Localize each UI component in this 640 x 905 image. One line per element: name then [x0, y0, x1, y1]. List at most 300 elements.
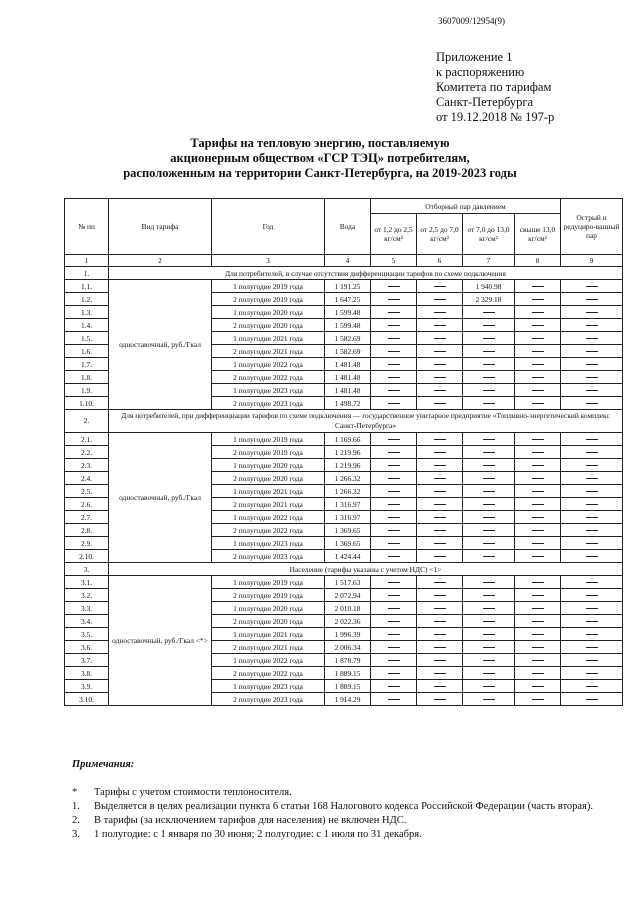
dash-mark — [586, 621, 598, 622]
note-item — [72, 800, 593, 814]
water-price-cell: 1 996.39 — [325, 628, 371, 641]
dash-mark — [586, 634, 598, 635]
table-row — [65, 576, 623, 589]
dash-mark — [388, 582, 400, 583]
dash-mark — [586, 608, 598, 609]
dash-mark — [483, 390, 495, 391]
empty-cell — [515, 602, 561, 615]
period-cell: 1 полугодие 2023 года — [212, 680, 325, 693]
empty-cell — [463, 332, 515, 345]
dash-mark — [532, 364, 544, 365]
empty-cell — [561, 537, 623, 550]
dash-mark — [483, 530, 495, 531]
empty-cell — [515, 654, 561, 667]
water-price-cell: 1 582.69 — [325, 345, 371, 358]
note-text: Выделяется в целях реализации пункта 6 статьи 168 Налогового кодекса Российской Федерации (часть вторая). — [94, 801, 594, 812]
water-price-cell: 1 266.32 — [325, 485, 371, 498]
empty-cell — [417, 615, 463, 628]
dash-mark — [586, 699, 598, 700]
empty-cell — [515, 537, 561, 550]
empty-cell — [561, 589, 623, 602]
row-code: 3.1. — [65, 576, 109, 589]
empty-cell — [463, 397, 515, 410]
dash-mark — [388, 377, 400, 378]
dash-mark — [434, 312, 446, 313]
empty-cell — [371, 293, 417, 306]
dash-mark — [388, 647, 400, 648]
empty-cell — [515, 511, 561, 524]
dash-mark — [532, 647, 544, 648]
empty-cell — [515, 345, 561, 358]
empty-cell — [561, 345, 623, 358]
row-code: 1.4. — [65, 319, 109, 332]
appendix-line: к распоряжению — [436, 65, 525, 79]
column-number-row — [65, 255, 623, 267]
period-cell: 1 полугодие 2023 года — [212, 384, 325, 397]
empty-cell — [463, 602, 515, 615]
empty-cell — [515, 641, 561, 654]
header-steam-4: свыше 13,0 кг/см² — [515, 214, 561, 255]
dash-mark — [586, 377, 598, 378]
dash-mark — [434, 647, 446, 648]
water-price-cell: 1 316.97 — [325, 511, 371, 524]
dash-mark — [586, 478, 598, 479]
dash-mark — [532, 556, 544, 557]
dash-mark — [586, 364, 598, 365]
dash-mark — [586, 543, 598, 544]
dash-mark — [434, 504, 446, 505]
dash-mark — [434, 556, 446, 557]
empty-cell — [561, 280, 623, 293]
row-code: 2.1. — [65, 433, 109, 446]
row-code: 1.5. — [65, 332, 109, 345]
water-price-cell: 1 191.25 — [325, 280, 371, 293]
empty-cell — [561, 472, 623, 485]
column-number: 3 — [212, 255, 325, 267]
note-marker: 1. — [72, 801, 80, 812]
empty-cell — [515, 306, 561, 319]
dash-mark — [483, 634, 495, 635]
empty-cell — [561, 384, 623, 397]
column-number: 5 — [371, 255, 417, 267]
empty-cell — [515, 693, 561, 706]
dash-mark — [586, 517, 598, 518]
period-cell: 1 полугодие 2019 года — [212, 433, 325, 446]
empty-cell — [371, 371, 417, 384]
appendix-line: Санкт-Петербурга — [436, 95, 534, 109]
dash-mark — [586, 582, 598, 583]
empty-cell — [417, 589, 463, 602]
empty-cell — [515, 589, 561, 602]
dash-mark — [586, 673, 598, 674]
empty-cell — [463, 511, 515, 524]
dash-mark — [434, 582, 446, 583]
row-code: 2.7. — [65, 511, 109, 524]
dash-mark — [434, 377, 446, 378]
empty-cell — [561, 459, 623, 472]
empty-cell — [515, 459, 561, 472]
empty-cell — [463, 371, 515, 384]
empty-cell — [371, 459, 417, 472]
document-title — [60, 136, 580, 181]
header-steam-3: от 7,0 до 13,0 кг/см² — [463, 214, 515, 255]
row-code: 1.8. — [65, 371, 109, 384]
dash-mark — [483, 686, 495, 687]
tariff-type-cell: одноставочный, руб./Гкал — [109, 280, 212, 410]
water-price-cell: 1 266.32 — [325, 472, 371, 485]
empty-cell — [515, 433, 561, 446]
period-cell: 1 полугодие 2021 года — [212, 332, 325, 345]
empty-cell — [561, 306, 623, 319]
dash-mark — [483, 351, 495, 352]
empty-cell — [417, 384, 463, 397]
empty-cell — [371, 280, 417, 293]
period-cell: 2 полугодие 2021 года — [212, 498, 325, 511]
section-code: 2. — [65, 410, 109, 433]
dash-mark — [388, 686, 400, 687]
dash-mark — [532, 478, 544, 479]
dash-mark — [483, 465, 495, 466]
dash-mark — [532, 608, 544, 609]
section-row — [65, 563, 623, 576]
empty-cell — [417, 472, 463, 485]
water-price-cell: 1 599.48 — [325, 319, 371, 332]
column-number: 2 — [109, 255, 212, 267]
column-number: 9 — [561, 255, 623, 267]
dash-mark — [483, 491, 495, 492]
period-cell: 2 полугодие 2022 года — [212, 667, 325, 680]
empty-cell — [561, 433, 623, 446]
period-cell: 1 полугодие 2023 года — [212, 537, 325, 550]
empty-cell — [515, 498, 561, 511]
period-cell: 2 полугодие 2021 года — [212, 641, 325, 654]
appendix-line: Комитета по тарифам — [436, 80, 552, 94]
empty-cell — [561, 332, 623, 345]
dash-mark — [532, 543, 544, 544]
period-cell: 2 полугодие 2021 года — [212, 345, 325, 358]
note-item — [72, 786, 593, 800]
empty-cell — [371, 485, 417, 498]
dash-mark — [586, 403, 598, 404]
dash-mark — [388, 465, 400, 466]
dash-mark — [532, 660, 544, 661]
period-cell: 1 полугодие 2022 года — [212, 358, 325, 371]
empty-cell — [417, 280, 463, 293]
dash-mark — [388, 634, 400, 635]
period-cell: 1 полугодие 2019 года — [212, 576, 325, 589]
dash-mark — [483, 364, 495, 365]
dash-mark — [532, 312, 544, 313]
empty-cell — [515, 680, 561, 693]
empty-cell — [561, 667, 623, 680]
empty-cell — [515, 446, 561, 459]
row-code: 2.5. — [65, 485, 109, 498]
empty-cell — [463, 433, 515, 446]
dash-mark — [586, 452, 598, 453]
empty-cell — [463, 459, 515, 472]
water-price-cell: 1 369.65 — [325, 537, 371, 550]
dash-mark — [532, 351, 544, 352]
empty-cell — [561, 446, 623, 459]
empty-cell — [371, 615, 417, 628]
dash-mark — [586, 338, 598, 339]
header-num: № пп — [65, 199, 109, 255]
dash-mark — [483, 377, 495, 378]
water-price-cell: 1 889.15 — [325, 680, 371, 693]
title-line: акционерным обществом «ГСР ТЭЦ» потребителям, — [170, 151, 470, 165]
dash-mark — [532, 686, 544, 687]
dash-mark — [586, 465, 598, 466]
empty-cell — [371, 332, 417, 345]
dash-mark — [532, 621, 544, 622]
dash-mark — [483, 608, 495, 609]
dash-mark — [388, 608, 400, 609]
dash-mark — [586, 595, 598, 596]
dash-mark — [586, 325, 598, 326]
empty-cell — [515, 397, 561, 410]
empty-cell — [463, 667, 515, 680]
row-code: 1.1. — [65, 280, 109, 293]
empty-cell — [463, 641, 515, 654]
dash-mark — [388, 338, 400, 339]
empty-cell — [417, 485, 463, 498]
dash-mark — [532, 634, 544, 635]
empty-cell — [371, 306, 417, 319]
appendix-line: Приложение 1 — [436, 50, 513, 64]
water-price-cell: 1 219.96 — [325, 459, 371, 472]
dash-mark — [586, 439, 598, 440]
column-number: 4 — [325, 255, 371, 267]
section-title: Для потребителей, при дифференциации тарифов по схеме подключения — государственное унитарное предприятие «Топливно-энергетический комплекс Санкт-Петербурга» — [109, 410, 623, 433]
water-price-cell: 1 647.25 — [325, 293, 371, 306]
period-cell: 2 полугодие 2022 года — [212, 524, 325, 537]
dash-mark — [388, 504, 400, 505]
empty-cell — [417, 498, 463, 511]
empty-cell — [561, 602, 623, 615]
period-cell: 1 полугодие 2020 года — [212, 306, 325, 319]
dash-mark — [388, 517, 400, 518]
empty-cell — [561, 319, 623, 332]
period-cell: 1 полугодие 2022 года — [212, 654, 325, 667]
dash-mark — [483, 699, 495, 700]
row-code: 3.2. — [65, 589, 109, 602]
dash-mark — [586, 491, 598, 492]
empty-cell — [417, 641, 463, 654]
empty-cell — [371, 667, 417, 680]
dash-mark — [434, 699, 446, 700]
dash-mark — [483, 647, 495, 648]
dash-mark — [586, 686, 598, 687]
row-code: 3.3. — [65, 602, 109, 615]
empty-cell — [463, 384, 515, 397]
period-cell: 2 полугодие 2023 года — [212, 693, 325, 706]
dash-mark — [532, 286, 544, 287]
empty-cell — [515, 332, 561, 345]
water-price-cell: 1 498.72 — [325, 397, 371, 410]
water-price-cell: 1 219.96 — [325, 446, 371, 459]
empty-cell — [463, 485, 515, 498]
empty-cell — [463, 680, 515, 693]
dash-mark — [586, 299, 598, 300]
empty-cell — [561, 397, 623, 410]
empty-cell — [463, 306, 515, 319]
period-cell: 1 полугодие 2021 года — [212, 485, 325, 498]
dash-mark — [586, 312, 598, 313]
dash-mark — [434, 338, 446, 339]
section-title: Для потребителей, в случае отсутствия дифференциации тарифов по схеме подключения — [109, 267, 623, 280]
empty-cell — [417, 511, 463, 524]
row-code: 1.3. — [65, 306, 109, 319]
empty-cell — [371, 602, 417, 615]
water-price-cell: 2 010.18 — [325, 602, 371, 615]
water-price-cell: 1 481.48 — [325, 371, 371, 384]
dash-mark — [388, 286, 400, 287]
dash-mark — [483, 543, 495, 544]
steam-7-13-price-cell: 1 940.98 — [463, 280, 515, 293]
empty-cell — [417, 459, 463, 472]
row-code: 3.9. — [65, 680, 109, 693]
row-code: 2.4. — [65, 472, 109, 485]
dash-mark — [586, 660, 598, 661]
period-cell: 1 полугодие 2022 года — [212, 511, 325, 524]
notes-title: Примечания: — [72, 759, 135, 770]
table-row — [65, 433, 623, 446]
row-code: 3.5. — [65, 628, 109, 641]
dash-mark — [388, 595, 400, 596]
empty-cell — [561, 693, 623, 706]
header-steam-1: от 1,2 до 2,5 кг/см² — [371, 214, 417, 255]
dash-mark — [483, 325, 495, 326]
water-price-cell: 1 481.48 — [325, 358, 371, 371]
dash-mark — [586, 286, 598, 287]
note-text: В тарифы (за исключением тарифов для населения) не включен НДС. — [94, 815, 407, 826]
dash-mark — [434, 673, 446, 674]
empty-cell — [417, 693, 463, 706]
section-row — [65, 267, 623, 280]
empty-cell — [371, 654, 417, 667]
dash-mark — [388, 452, 400, 453]
period-cell: 1 полугодие 2020 года — [212, 602, 325, 615]
dash-mark — [532, 673, 544, 674]
dash-mark — [388, 439, 400, 440]
dash-mark — [483, 556, 495, 557]
dash-mark — [388, 621, 400, 622]
row-code: 2.8. — [65, 524, 109, 537]
dash-mark — [388, 491, 400, 492]
period-cell: 1 полугодие 2020 года — [212, 459, 325, 472]
water-price-cell: 1 369.65 — [325, 524, 371, 537]
appendix-line: от 19.12.2018 № 197-р — [436, 110, 555, 124]
water-price-cell: 1 889.15 — [325, 667, 371, 680]
empty-cell — [561, 498, 623, 511]
water-price-cell: 1 316.97 — [325, 498, 371, 511]
empty-cell — [417, 358, 463, 371]
dash-mark — [532, 439, 544, 440]
empty-cell — [463, 472, 515, 485]
section-row — [65, 410, 623, 433]
header-year: Год — [212, 199, 325, 255]
dash-mark — [532, 517, 544, 518]
empty-cell — [561, 641, 623, 654]
empty-cell — [417, 319, 463, 332]
dash-mark — [434, 465, 446, 466]
empty-cell — [515, 371, 561, 384]
period-cell: 1 полугодие 2019 года — [212, 280, 325, 293]
empty-cell — [515, 524, 561, 537]
dash-mark — [388, 556, 400, 557]
header-water: Вода — [325, 199, 371, 255]
water-price-cell: 1 169.66 — [325, 433, 371, 446]
empty-cell — [371, 589, 417, 602]
empty-cell — [463, 628, 515, 641]
column-number: 1 — [65, 255, 109, 267]
row-code: 3.6. — [65, 641, 109, 654]
empty-cell — [417, 332, 463, 345]
period-cell: 2 полугодие 2019 года — [212, 446, 325, 459]
water-price-cell: 2 006.34 — [325, 641, 371, 654]
empty-cell — [515, 485, 561, 498]
column-number: 7 — [463, 255, 515, 267]
empty-cell — [371, 693, 417, 706]
empty-cell — [371, 472, 417, 485]
steam-7-13-price-cell: 2 329.18 — [463, 293, 515, 306]
dash-mark — [532, 299, 544, 300]
empty-cell — [417, 550, 463, 563]
dash-mark — [483, 660, 495, 661]
empty-cell — [561, 485, 623, 498]
empty-cell — [515, 628, 561, 641]
dash-mark — [532, 595, 544, 596]
empty-cell — [371, 446, 417, 459]
dash-mark — [434, 299, 446, 300]
empty-cell — [515, 615, 561, 628]
row-code: 1.9. — [65, 384, 109, 397]
dash-mark — [434, 660, 446, 661]
header-steam-2: от 2,5 до 7,0 кг/см² — [417, 214, 463, 255]
dash-mark — [388, 299, 400, 300]
water-price-cell: 1 914.29 — [325, 693, 371, 706]
dash-mark — [388, 543, 400, 544]
empty-cell — [463, 358, 515, 371]
empty-cell — [371, 397, 417, 410]
empty-cell — [561, 628, 623, 641]
empty-cell — [463, 537, 515, 550]
empty-cell — [417, 524, 463, 537]
column-number: 6 — [417, 255, 463, 267]
row-code: 3.10. — [65, 693, 109, 706]
dash-mark — [483, 673, 495, 674]
empty-cell — [371, 319, 417, 332]
dash-mark — [483, 452, 495, 453]
tariff-type-cell: одноставочный, руб./Гкал — [109, 433, 212, 563]
row-code: 3.4. — [65, 615, 109, 628]
empty-cell — [515, 472, 561, 485]
empty-cell — [417, 433, 463, 446]
empty-cell — [515, 280, 561, 293]
header-sharp-steam: Острый и редуциро-ванный пар — [561, 199, 623, 255]
header-steam-group: Отборный пар давлением — [371, 199, 561, 214]
empty-cell — [417, 345, 463, 358]
title-line: Тарифы на тепловую энергию, поставляемую — [190, 136, 450, 150]
empty-cell — [371, 576, 417, 589]
dash-mark — [532, 582, 544, 583]
empty-cell — [371, 358, 417, 371]
row-code: 3.7. — [65, 654, 109, 667]
dash-mark — [586, 504, 598, 505]
period-cell: 1 полугодие 2021 года — [212, 628, 325, 641]
empty-cell — [417, 628, 463, 641]
empty-cell — [561, 371, 623, 384]
